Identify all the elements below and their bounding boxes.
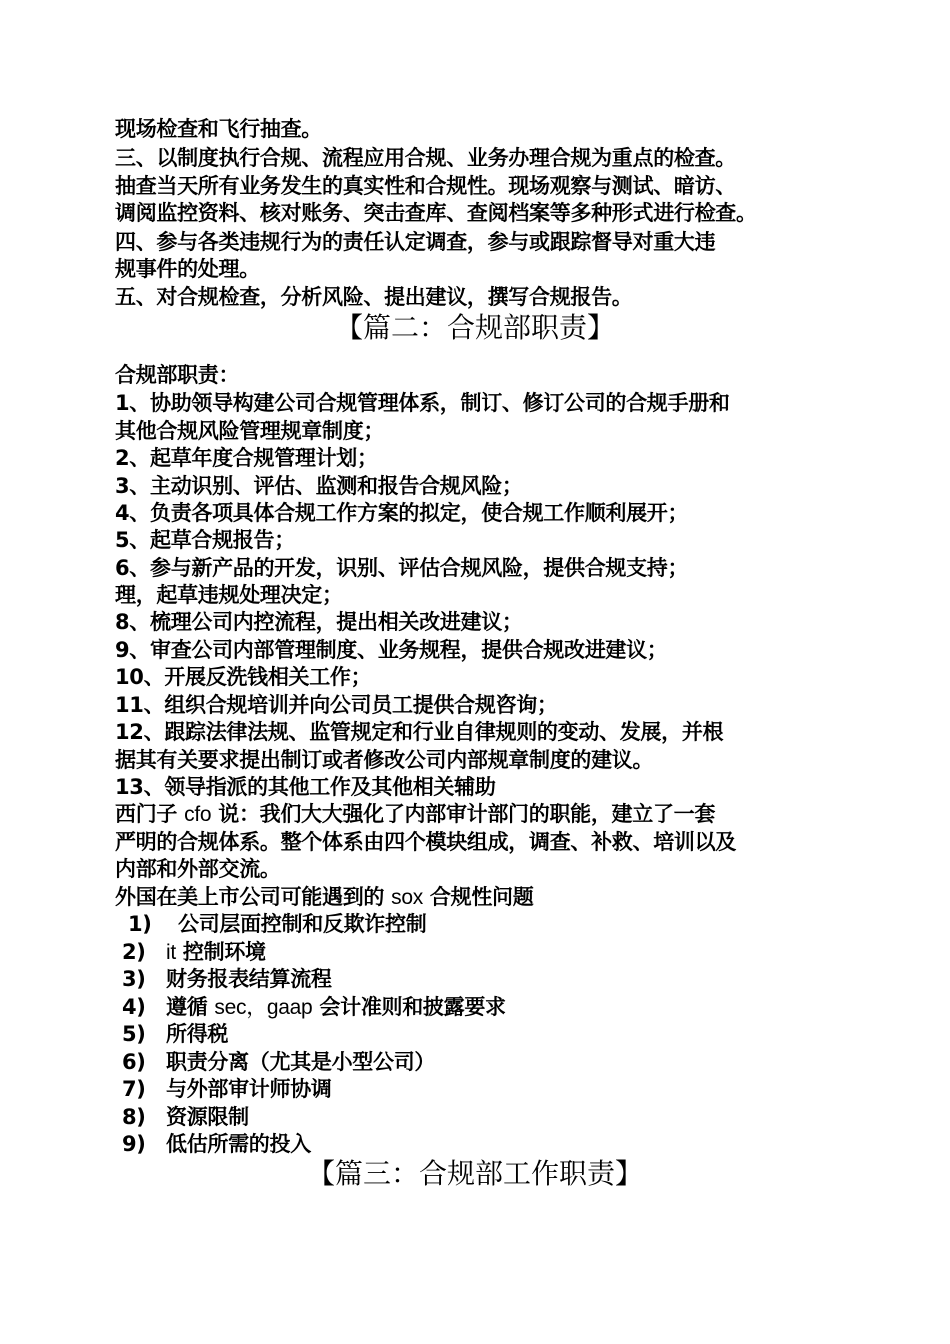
paragraph-line: 据其有关要求提出制订或者修改公司内部规章制度的建议。 [115, 748, 654, 772]
ximenzi-line-3: 内部和外部交流。 [115, 857, 281, 881]
paragraph-line: 五、对合规检查，分析风险、提出建议，撰写合规报告。 [115, 285, 633, 309]
list-text: 资源限制 [166, 1105, 249, 1129]
list-number: 4) [122, 995, 146, 1019]
list-number: 5) [122, 1022, 146, 1046]
paragraph-line: 2、起草年度合规管理计划； [115, 446, 378, 470]
list-text: 遵循 [166, 995, 215, 1019]
paragraph-line: 现场检查和飞行抽查。 [115, 117, 322, 141]
list-number: 8) [122, 1105, 146, 1129]
list-number: 9) [122, 1132, 146, 1156]
list-text: 与外部审计师协调 [166, 1077, 332, 1101]
section-heading-3: 【篇三：合规部工作职责】 [306, 1157, 643, 1190]
sox-list-item [122, 1076, 332, 1103]
sox-title-latin: sox [391, 886, 423, 909]
paragraph-line: 合规部职责： [115, 363, 240, 387]
list-number: 6) [122, 1050, 146, 1074]
list-text: 职责分离（尤其是小型公司） [166, 1050, 436, 1074]
paragraph-line: 9、审查公司内部管理制度、业务规程，提供合规改进建议； [115, 638, 668, 662]
paragraph-line: 四、参与各类违规行为的责任认定调查，参与或跟踪督导对重大违 [115, 230, 716, 254]
ximenzi-line-2: 严明的合规体系。整个体系由四个模块组成，调查、补救、培训以及 [115, 830, 736, 854]
list-text-latin: sec，gaap [214, 996, 313, 1019]
sox-title-post: 合规性问题 [422, 885, 534, 909]
paragraph-line: 其他合规风险管理规章制度； [115, 419, 385, 443]
sox-list-item [122, 911, 426, 938]
list-text: 所得税 [166, 1022, 229, 1046]
paragraph-line: 抽查当天所有业务发生的真实性和合规性。现场观察与测试、暗访、 [115, 174, 736, 198]
paragraph-line: 12、跟踪法律法规、监管规定和行业自律规则的变动、发展，并根 [115, 720, 724, 744]
paragraph-line: 1、协助领导构建公司合规管理体系，制订、修订公司的合规手册和 [115, 391, 730, 415]
paragraph-line: 调阅监控资料、核对账务、突击查库、查阅档案等多种形式进行检查。 [115, 201, 757, 225]
ximenzi-line-1-post: 说：我们大大强化了内部审计部门的职能，建立了一套 [211, 802, 716, 826]
paragraph-line: 13、领导指派的其他工作及其他相关辅助 [115, 775, 496, 799]
sox-list-item [122, 1131, 311, 1158]
sox-list-item [122, 1104, 249, 1131]
list-number: 1) [128, 912, 152, 936]
paragraph-line: 3、主动识别、评估、监测和报告合规风险； [115, 474, 523, 498]
paragraph-line: 规事件的处理。 [115, 257, 260, 281]
list-number: 7) [122, 1077, 146, 1101]
paragraph-line: 4、负责各项具体合规工作方案的拟定，使合规工作顺利展开； [115, 501, 689, 525]
sox-title [115, 884, 533, 911]
list-text: 公司层面控制和反欺诈控制 [178, 912, 427, 936]
sox-list-item [122, 1049, 435, 1076]
paragraph-line: 8、梳理公司内控流程，提出相关改进建议； [115, 610, 523, 634]
list-text: 低估所需的投入 [166, 1132, 311, 1156]
sox-list-item [122, 966, 332, 993]
ximenzi-line-1-pre: 西门子 [115, 802, 185, 826]
sox-title-pre: 外国在美上市公司可能遇到的 [115, 885, 392, 909]
list-text-post: 会计准则和披露要求 [312, 995, 506, 1019]
paragraph-line: 10、开展反洗钱相关工作； [115, 665, 372, 689]
list-number: 3) [122, 967, 146, 991]
list-number: 2) [122, 940, 146, 964]
ximenzi-line-1 [115, 801, 715, 828]
paragraph-line: 5、起草合规报告； [115, 528, 295, 552]
paragraph-line: 6、参与新产品的开发，识别、评估合规风险，提供合规支持； [115, 556, 689, 580]
sox-list-item [122, 939, 266, 966]
sox-list-item [122, 1021, 228, 1048]
list-text-latin: it [166, 941, 176, 964]
ximenzi-line-1-latin: cfo [184, 803, 212, 826]
paragraph-line: 理，起草违规处理决定； [115, 583, 343, 607]
list-text-post: 控制环境 [175, 940, 266, 964]
paragraph-line: 11、组织合规培训并向公司员工提供合规咨询； [115, 693, 558, 717]
section-heading-2: 【篇二：合规部职责】 [334, 311, 615, 344]
sox-list-item [122, 994, 506, 1021]
list-text: 财务报表结算流程 [166, 967, 332, 991]
paragraph-line: 三、以制度执行合规、流程应用合规、业务办理合规为重点的检查。 [115, 146, 736, 170]
